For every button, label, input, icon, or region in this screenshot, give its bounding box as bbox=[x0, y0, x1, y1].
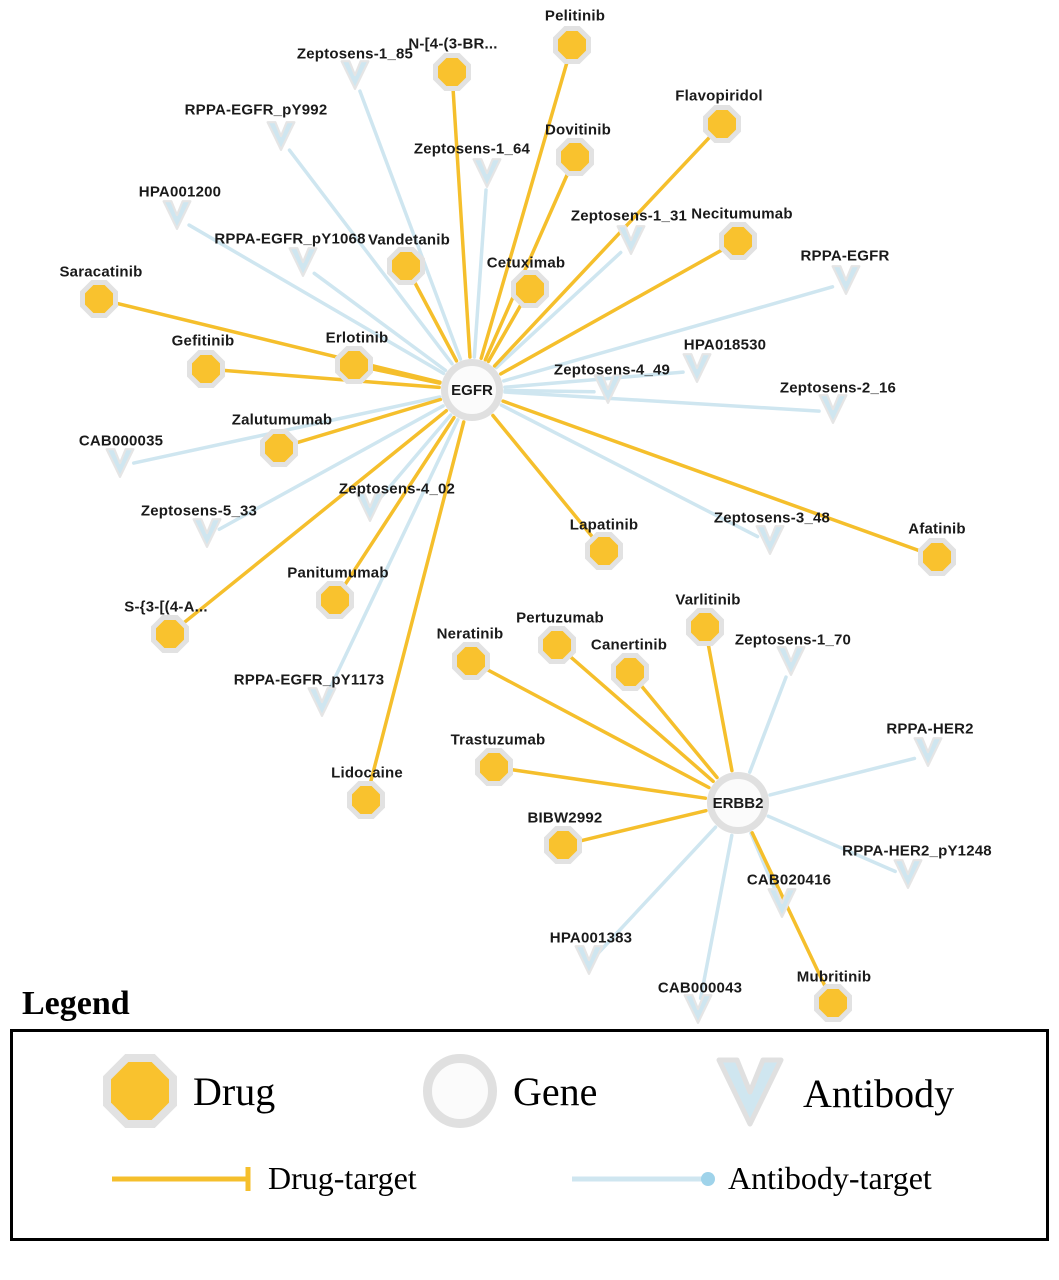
drug-node[interactable] bbox=[719, 222, 757, 260]
drug-label: Lidocaine bbox=[331, 764, 403, 782]
antibody-label: Zeptosens-1_31 bbox=[570, 207, 688, 225]
legend-antibody-label: Antibody bbox=[803, 1070, 955, 1116]
antibody-label: HPA001200 bbox=[138, 183, 222, 201]
drug-icon bbox=[347, 781, 385, 819]
antibody-label: RPPA-HER2_pY1248 bbox=[842, 842, 992, 860]
drug-icon bbox=[187, 350, 225, 388]
gene-node[interactable] bbox=[441, 359, 503, 421]
antibody-label: RPPA-EGFR_pY1068 bbox=[214, 230, 366, 248]
antibody-label: Zeptosens-4_02 bbox=[338, 480, 456, 498]
gene-icon bbox=[707, 772, 769, 834]
antibody-edge-icon bbox=[568, 1162, 718, 1196]
legend-drug-edge-label: Drug-target bbox=[268, 1160, 417, 1196]
drug-icon bbox=[335, 346, 373, 384]
edge bbox=[503, 401, 922, 551]
drug-node[interactable] bbox=[538, 626, 576, 664]
drug-node[interactable] bbox=[452, 642, 490, 680]
drug-label: Pelitinib bbox=[544, 7, 606, 25]
drug-label: Canertinib bbox=[590, 636, 668, 654]
drug-icon bbox=[80, 280, 118, 318]
antibody-node[interactable] bbox=[830, 264, 862, 303]
antibody-node[interactable] bbox=[287, 246, 319, 285]
antibody-label: Zeptosens-3_48 bbox=[713, 509, 831, 527]
antibody-node[interactable] bbox=[775, 645, 807, 684]
drug-icon bbox=[316, 581, 354, 619]
antibody-label: Zeptosens-1_85 bbox=[296, 45, 414, 63]
drug-node[interactable] bbox=[151, 615, 189, 653]
drug-label: N-[4-(3-BR... bbox=[408, 35, 498, 53]
edge bbox=[750, 677, 786, 772]
drug-node[interactable] bbox=[347, 781, 385, 819]
gene-icon bbox=[423, 1054, 497, 1128]
legend-drug-label: Drug bbox=[193, 1068, 276, 1114]
drug-icon bbox=[538, 626, 576, 664]
antibody-label: RPPA-EGFR bbox=[800, 247, 890, 265]
drug-label: S-{3-[(4-A... bbox=[124, 598, 208, 616]
drug-icon bbox=[433, 53, 471, 91]
drug-icon bbox=[686, 608, 724, 646]
drug-icon bbox=[553, 26, 591, 64]
drug-node[interactable] bbox=[585, 532, 623, 570]
edge bbox=[453, 88, 470, 357]
drug-node[interactable] bbox=[918, 538, 956, 576]
edge bbox=[510, 769, 706, 798]
antibody-label: Zeptosens-1_70 bbox=[734, 631, 852, 649]
drug-label: Neratinib bbox=[436, 625, 504, 643]
drug-label: Flavopiridol bbox=[675, 87, 763, 105]
drug-icon bbox=[556, 138, 594, 176]
drug-icon bbox=[103, 1054, 177, 1128]
drug-icon bbox=[719, 222, 757, 260]
drug-node[interactable] bbox=[553, 26, 591, 64]
drug-icon bbox=[918, 538, 956, 576]
antibody-node[interactable] bbox=[912, 736, 944, 775]
antibody-label: HPA001383 bbox=[549, 929, 633, 947]
antibody-label: HPA018530 bbox=[683, 336, 767, 354]
legend-drug-item bbox=[103, 1054, 275, 1128]
legend-title: Legend bbox=[22, 985, 130, 1022]
drug-label: Gefitinib bbox=[171, 332, 235, 350]
gene-node[interactable] bbox=[707, 772, 769, 834]
antibody-node[interactable] bbox=[573, 944, 605, 983]
edge bbox=[328, 420, 458, 693]
antibody-node[interactable] bbox=[615, 224, 647, 263]
drug-label: Panitumumab bbox=[287, 564, 389, 582]
legend-gene-item bbox=[423, 1054, 597, 1128]
drug-label: BIBW2992 bbox=[527, 809, 603, 827]
drug-icon bbox=[511, 270, 549, 308]
drug-label: Trastuzumab bbox=[450, 731, 546, 749]
gene-label: EGFR bbox=[451, 381, 493, 399]
legend-antibody-item bbox=[713, 1054, 954, 1132]
drug-node[interactable] bbox=[475, 748, 513, 786]
antibody-label: CAB000035 bbox=[78, 432, 164, 450]
drug-icon bbox=[475, 748, 513, 786]
edge bbox=[701, 835, 732, 998]
drug-node[interactable] bbox=[544, 826, 582, 864]
edge bbox=[370, 368, 440, 383]
gene-label: ERBB2 bbox=[712, 794, 764, 812]
legend-drug-edge-item bbox=[108, 1160, 417, 1197]
gene-icon bbox=[441, 359, 503, 421]
drug-edge-icon bbox=[108, 1162, 258, 1196]
drug-node[interactable] bbox=[316, 581, 354, 619]
drug-label: Zalutumumab bbox=[231, 411, 333, 429]
antibody-label: RPPA-HER2 bbox=[886, 720, 974, 738]
antibody-node[interactable] bbox=[265, 120, 297, 159]
antibody-node[interactable] bbox=[339, 59, 371, 98]
antibody-node[interactable] bbox=[161, 199, 193, 238]
edge bbox=[505, 392, 819, 411]
drug-node[interactable] bbox=[387, 247, 425, 285]
antibody-node[interactable] bbox=[191, 517, 223, 556]
drug-label: Varlitinib bbox=[675, 591, 741, 609]
antibody-label: Zeptosens-1_64 bbox=[413, 140, 531, 158]
legend-box bbox=[10, 1029, 1049, 1241]
drug-label: Dovitinib bbox=[545, 121, 611, 139]
drug-label: Pertuzumab bbox=[516, 609, 604, 627]
antibody-node[interactable] bbox=[306, 686, 338, 725]
drug-label: Afatinib bbox=[908, 520, 966, 538]
edge bbox=[708, 643, 732, 771]
drug-node[interactable] bbox=[511, 270, 549, 308]
drug-node[interactable] bbox=[187, 350, 225, 388]
drug-node[interactable] bbox=[611, 653, 649, 691]
drug-icon bbox=[387, 247, 425, 285]
drug-icon bbox=[585, 532, 623, 570]
edge bbox=[770, 758, 914, 794]
drug-icon bbox=[611, 653, 649, 691]
legend-antibody-edge-item bbox=[568, 1160, 932, 1197]
edge bbox=[474, 190, 486, 357]
drug-node[interactable] bbox=[556, 138, 594, 176]
drug-label: Mubritinib bbox=[796, 968, 872, 986]
antibody-node[interactable] bbox=[766, 887, 798, 926]
drug-icon bbox=[260, 429, 298, 467]
drug-node[interactable] bbox=[703, 105, 741, 143]
antibody-node[interactable] bbox=[471, 157, 503, 196]
antibody-node[interactable] bbox=[104, 447, 136, 486]
antibody-node[interactable] bbox=[892, 858, 924, 897]
drug-label: Necitumumab bbox=[691, 205, 793, 223]
antibody-label: Zeptosens-5_33 bbox=[140, 502, 258, 520]
drug-label: Vandetanib bbox=[367, 231, 451, 249]
antibody-label: CAB000043 bbox=[657, 979, 743, 997]
antibody-icon bbox=[713, 1054, 787, 1132]
drug-icon bbox=[703, 105, 741, 143]
drug-label: Lapatinib bbox=[569, 516, 639, 534]
drug-icon bbox=[151, 615, 189, 653]
drug-node[interactable] bbox=[433, 53, 471, 91]
antibody-label: Zeptosens-4_49 bbox=[553, 361, 671, 379]
legend bbox=[0, 985, 1059, 1241]
antibody-node[interactable] bbox=[817, 393, 849, 432]
drug-label: Erlotinib bbox=[325, 329, 389, 347]
antibody-label: RPPA-EGFR_pY1173 bbox=[233, 671, 385, 689]
drug-node[interactable] bbox=[260, 429, 298, 467]
edge bbox=[640, 684, 717, 777]
legend-antibody-edge-label: Antibody-target bbox=[728, 1160, 932, 1196]
antibody-node[interactable] bbox=[754, 524, 786, 563]
antibody-label: CAB020416 bbox=[746, 871, 832, 889]
antibody-node[interactable] bbox=[681, 352, 713, 391]
antibody-label: Zeptosens-2_16 bbox=[779, 379, 897, 397]
drug-label: Cetuximab bbox=[486, 254, 566, 272]
drug-icon bbox=[544, 826, 582, 864]
antibody-label: RPPA-EGFR_pY992 bbox=[184, 101, 328, 119]
drug-icon bbox=[452, 642, 490, 680]
drug-node[interactable] bbox=[686, 608, 724, 646]
drug-node[interactable] bbox=[335, 346, 373, 384]
legend-gene-label: Gene bbox=[513, 1068, 598, 1114]
drug-label: Saracatinib bbox=[59, 263, 143, 281]
drug-node[interactable] bbox=[80, 280, 118, 318]
